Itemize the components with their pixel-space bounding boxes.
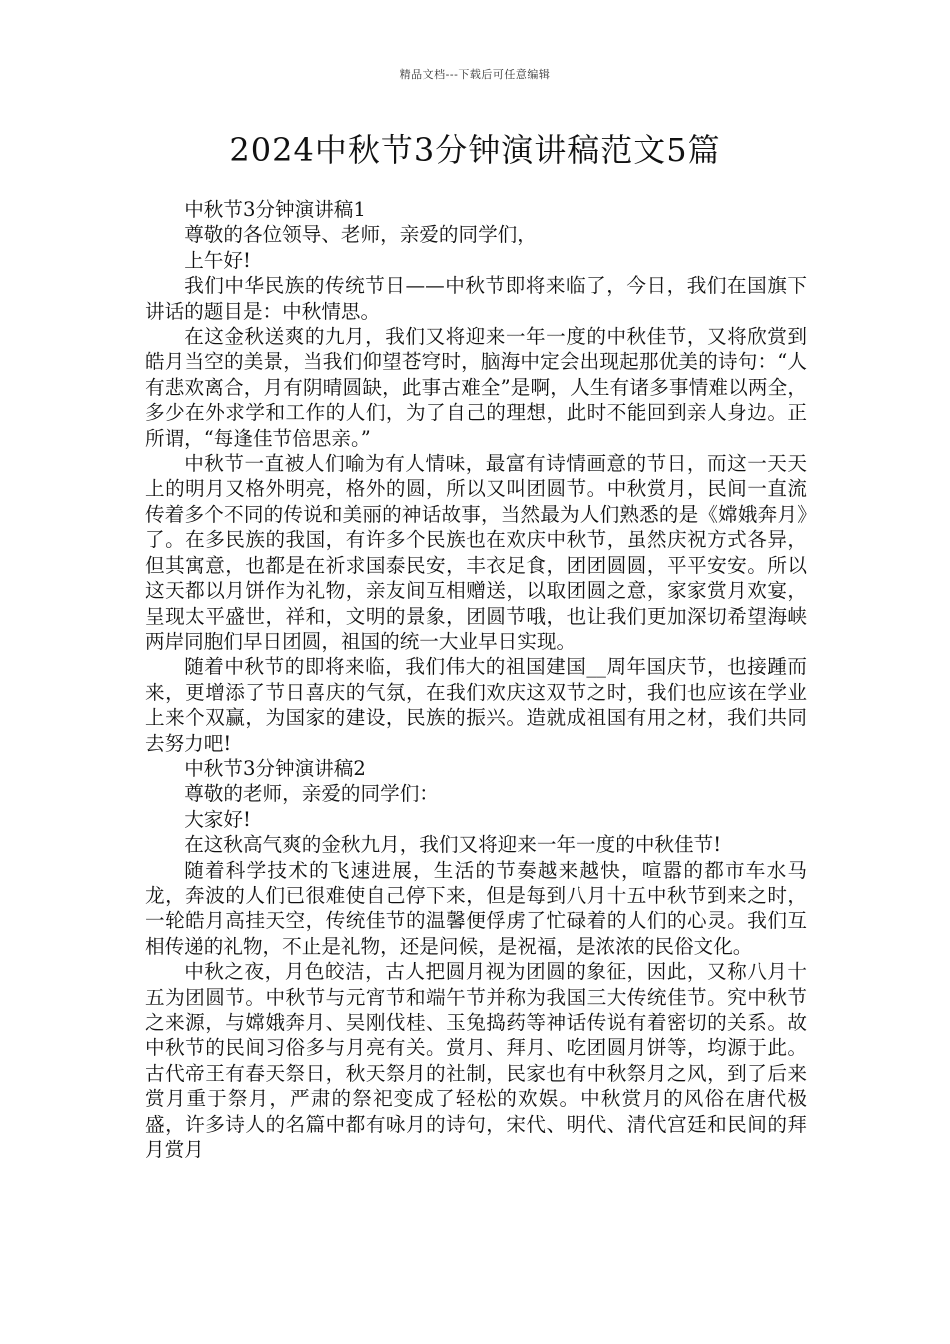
- document-body: [145, 197, 807, 1162]
- body-paragraph: 中秋之夜，月色皎洁，古人把圆月视为团圆的象征，因此，又称八月十五为团圆节。中秋节与元宵节和端午节并称为我国三大传统佳节。究中秋节之来源，与嫦娥奔月、吴刚伐桂、玉兔捣药等神话传说有着密切的关系。故中秋节的民间习俗多与月亮有关。赏月、拜月、吃团圆月饼等，均源于此。古代帝王有春天祭日，秋天祭月的社制，民家也有中秋祭月之风，到了后来赏月重于祭月，严肃的祭祀变成了轻松的欢娱。中秋赏月的风俗在唐代极盛，许多诗人的名篇中都有咏月的诗句，宋代、明代、清代宫廷和民间的拜月赏月: [145, 960, 807, 1162]
- salutation-2: 尊敬的老师，亲爱的同学们：: [184, 782, 439, 806]
- body-paragraph: 我们中华民族的传统节日——中秋节即将来临了，今日，我们在国旗下讲话的题目是：中秋情思。: [145, 274, 807, 323]
- header-note: 精品文档---下载后可任意编辑: [399, 68, 551, 81]
- body-paragraph: 在这秋高气爽的金秋九月，我们又将迎来一年一度的中秋佳节!: [184, 833, 722, 857]
- greeting-1: 上午好!: [184, 248, 251, 272]
- speech-heading-2: 中秋节3分钟演讲稿2: [184, 756, 366, 780]
- body-paragraph: 中秋节一直被人们喻为有人情味，最富有诗情画意的节日，而这一天天上的明月又格外明亮，格外的圆，所以又叫团圆节。中秋赏月，民间一直流传着多个不同的传说和美丽的神话故事，当然最为人们熟悉的是《嫦娥奔月》了。在多民族的我国，有许多个民族也在欢庆中秋节，虽然庆祝方式各异，但其寓意，也都是在祈求国泰民安，丰衣足食，团团圆圆，平平安安。所以这天都以月饼作为礼物，亲友间互相赠送，以取团圆之意，家家赏月欢宴，呈现太平盛世，祥和，文明的景象，团圆节哦，也让我们更加深切希望海峡两岸同胞们早日团圆，祖国的统一大业早日实现。: [145, 452, 807, 653]
- page-title: 2024中秋节3分钟演讲稿范文5篇: [229, 131, 721, 169]
- greeting-2: 大家好!: [184, 807, 251, 831]
- body-paragraph: 随着中秋节的即将来临，我们伟大的祖国建国__周年国庆节，也接踵而来，更增添了节日喜庆的气氛，在我们欢庆这双节之时，我们也应该在学业上来个双赢，为国家的建设，民族的振兴。造就成祖国有用之材，我们共同去努力吧!: [145, 655, 807, 755]
- body-paragraph: 随着科学技术的飞速进展，生活的节奏越来越快，喧嚣的都市车水马龙，奔波的人们已很难使自己停下来，但是每到八月十五中秋节到来之时，一轮皓月高挂天空，传统佳节的温馨便俘虏了忙碌着的人们的心灵。我们互相传递的礼物，不止是礼物，还是问候，是祝福，是浓浓的民俗文化。: [145, 858, 807, 958]
- body-paragraph: 在这金秋送爽的九月，我们又将迎来一年一度的中秋佳节，又将欣赏到皓月当空的美景，当我们仰望苍穹时，脑海中定会出现起那优美的诗句：“人有悲欢离合，月有阴晴圆缺，此事古难全”是啊，人生有诸多事情难以两全，多少在外求学和工作的人们，为了自己的理想，此时不能回到亲人身边。正所谓，“每逢佳节倍思亲。”: [145, 325, 807, 450]
- speech-heading-1: 中秋节3分钟演讲稿1: [184, 198, 366, 221]
- salutation-1: 尊敬的各位领导、老师，亲爱的同学们，: [184, 223, 537, 247]
